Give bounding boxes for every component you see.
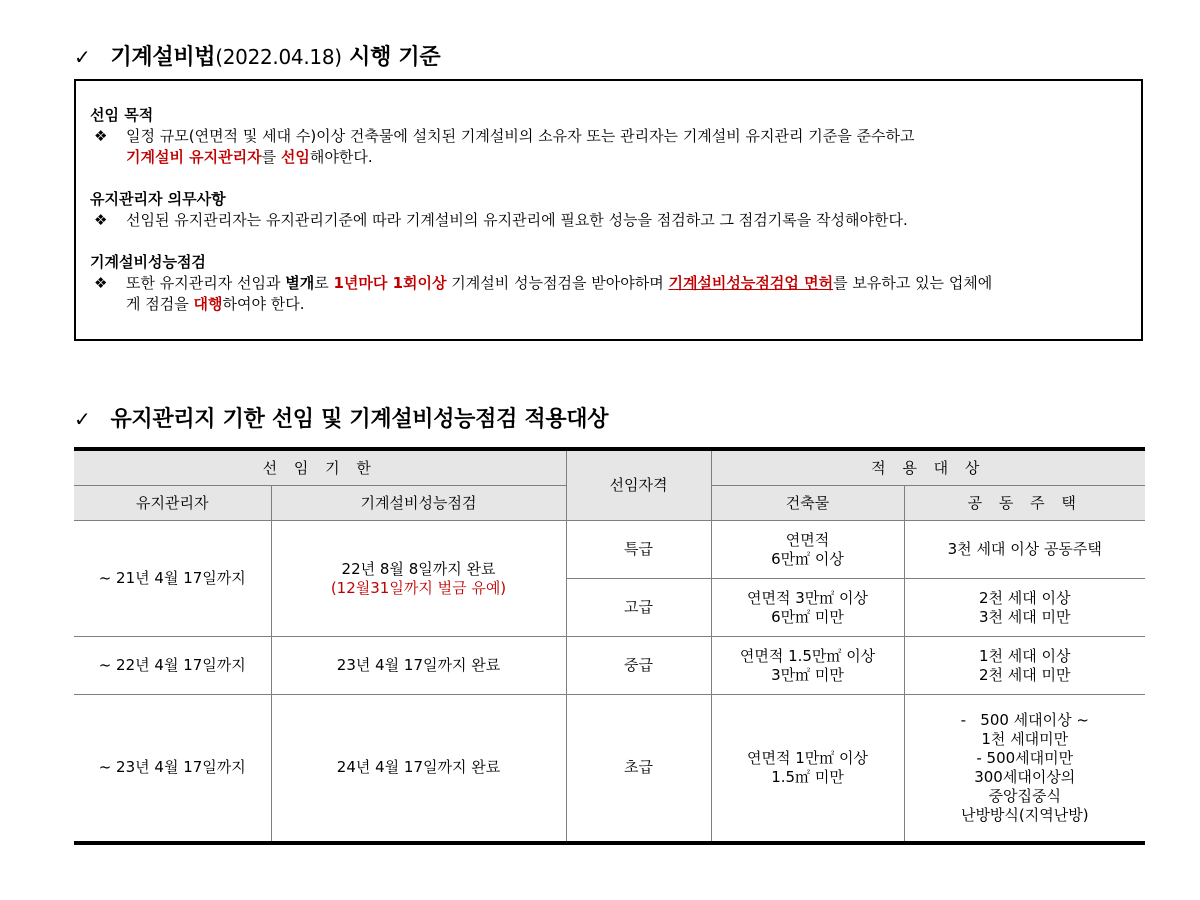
purpose-text-cont: 기계설비 유지관리자를 선임해야한다. [126,148,373,166]
section-title-table [74,402,608,433]
frequency-highlight: 1년마다 1회이상 [333,274,447,292]
law-suffix: 시행 기준 [341,45,441,70]
manager-deadline-cell: ~ 22년 4월 17일까지 [74,637,271,695]
purpose-title: 선임 목적 [90,106,154,124]
grade-cell: 초급 [566,695,711,843]
law-name: 기계설비법 [110,45,216,70]
header-deadline: 선 임 기 한 [74,449,566,486]
header-building: 건축물 [711,486,904,521]
housing-cell: 2천 세대 이상 3천 세대 미만 [904,579,1145,637]
manager-highlight: 기계설비 유지관리자 [126,148,262,166]
inspection-deadline-cell: 22년 8월 8일까지 완료 (12월31일까지 벌금 유예) [271,521,566,637]
table-header-row [74,449,1145,486]
table-row [74,637,1145,695]
building-cell: 연면적 3만㎡ 이상 6만㎡ 미만 [711,579,904,637]
diamond-bullet-icon: ❖ [94,211,108,229]
inspection-deadline-cell: 23년 4월 17일까지 완료 [271,637,566,695]
duty-title: 유지관리자 의무사항 [90,190,226,208]
header-manager: 유지관리자 [74,486,271,521]
license-highlight: 기계설비성능점검업 면허 [668,274,834,292]
table-row [74,695,1145,843]
building-cell: 연면적 1만㎡ 이상 1.5㎡ 미만 [711,695,904,843]
duty-text: ❖ 선임된 유지관리자는 유지관리기준에 따라 기계설비의 유지관리에 필요한 성능을 점검하고 그 점검기록을 작성해야한다. [94,211,908,229]
appoint-highlight: 선임 [280,148,310,166]
grade-cell: 고급 [566,579,711,637]
housing-cell: 3천 세대 이상 공동주택 [904,521,1145,579]
table-row [74,521,1145,579]
housing-cell: - 500 세대이상 ~ 1천 세대미만 - 500세대미만 300세대이상의 중앙집중식 난방방식(지역난방) [904,695,1145,843]
header-target: 적 용 대 상 [711,449,1145,486]
diamond-bullet-icon: ❖ [94,274,108,292]
checkmark-icon: ✓ [74,407,91,431]
header-housing: 공 동 주 택 [904,486,1145,521]
building-cell: 연면적 6만㎡ 이상 [711,521,904,579]
diamond-bullet-icon: ❖ [94,127,108,145]
header-inspection: 기계설비성능점검 [271,486,566,521]
separate-bold: 별개 [285,274,315,292]
proxy-highlight: 대행 [193,295,223,313]
inspection-text-cont: 게 점검을 대행하여야 한다. [126,295,305,313]
purpose-text: ❖ 일정 규모(연면적 및 세대 수)이상 건축물에 설치된 기계설비의 소유자 또는 관리자는 기계설비 유지관리 기준을 준수하고 [94,127,915,145]
checkmark-icon: ✓ [74,45,91,69]
grade-cell: 특급 [566,521,711,579]
building-cell: 연면적 1.5만㎡ 이상 3만㎡ 미만 [711,637,904,695]
housing-cell: 1천 세대 이상 2천 세대 미만 [904,637,1145,695]
table-section-title: 유지관리지 기한 선임 및 기계설비성능점검 적용대상 [110,407,609,432]
grade-cell: 중급 [566,637,711,695]
manager-deadline-cell: ~ 23년 4월 17일까지 [74,695,271,843]
header-qualification: 선임자격 [566,449,711,521]
section-title-law [74,40,440,71]
inspection-title: 기계설비성능점검 [90,253,206,271]
inspection-deadline-cell: 24년 4월 17일까지 완료 [271,695,566,843]
law-date: (2022.04.18) [215,45,342,69]
fine-grace-note: (12월31일까지 벌금 유예) [330,578,507,597]
inspection-text: ❖ 또한 유지관리자 선임과 별개로 1년마다 1회이상 기계설비 성능점검을 받아야하며 기계설비성능점검업 면허를 보유하고 있는 업체에 [94,274,993,292]
summary-box [74,79,1143,341]
manager-deadline-cell: ~ 21년 4월 17일까지 [74,521,271,637]
appointment-table [74,447,1145,845]
